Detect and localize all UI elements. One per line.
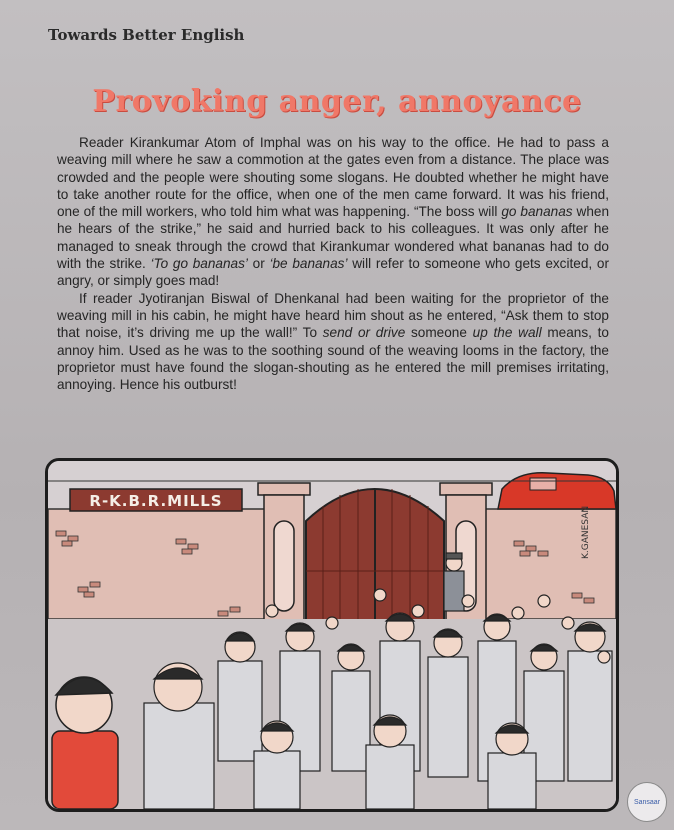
paragraph-text: someone bbox=[405, 325, 473, 341]
idiom-text: up the wall bbox=[472, 325, 542, 341]
mill-sign-text: R-K.B.R.MILLS bbox=[89, 492, 223, 510]
section-header: Towards Better English bbox=[48, 26, 245, 44]
paragraph-text: when he hears of the strike,” he said and hurried back to his colleagues. It was only after he managed to sneak through the crowd that Kirankumar wondered what bananas had to do with the strike. bbox=[57, 204, 610, 272]
paragraph-text: Reader Kirankumar Atom of Imphal was on his way to the office. He had to pass a weaving mill where he saw a commotion at the gates even from a distance. The place was crowded and the people were shouting some slogans. He doubted whether he might have to take another route for the office, when one of the men came forward. It was his friend, one of the mill workers, who told him what was happening. “The boss will bbox=[57, 135, 609, 220]
idiom-text: go bananas bbox=[501, 204, 573, 220]
cartoon-drawing bbox=[48, 461, 616, 809]
article-title: Provoking anger, annoyance bbox=[92, 84, 582, 119]
paragraph-1 bbox=[57, 134, 609, 290]
idiom-text: ‘be bananas’ bbox=[269, 256, 348, 272]
paragraph-2 bbox=[57, 290, 609, 394]
watermark-logo: Sansaar bbox=[627, 782, 667, 822]
article-body bbox=[57, 134, 609, 393]
cartoon-illustration bbox=[45, 458, 619, 812]
paragraph-text: or bbox=[247, 256, 270, 272]
paragraph-text: If reader Jyotiranjan Biswal of Dhenkanal had been waiting for the proprietor of the weaving mill in his cabin, he might have heard him shout as he entered, “Ask them to stop that noise, it’s driving me up the wall!” To bbox=[57, 290, 609, 341]
idiom-text: send or drive bbox=[322, 325, 406, 341]
paragraph-text: will refer to someone who gets excited, or angry, or simply goes mad! bbox=[57, 256, 609, 289]
idiom-text: ‘To go bananas’ bbox=[150, 256, 248, 272]
paragraph-text: means, to annoy him. Used as he was to the soothing sound of the weaving looms in the factory, the proprietor must have found the slogan-shouting as he entered the mill premises irritating, annoying. Hence his outburst! bbox=[57, 325, 609, 393]
artist-signature: K.GANESAN bbox=[581, 505, 591, 559]
